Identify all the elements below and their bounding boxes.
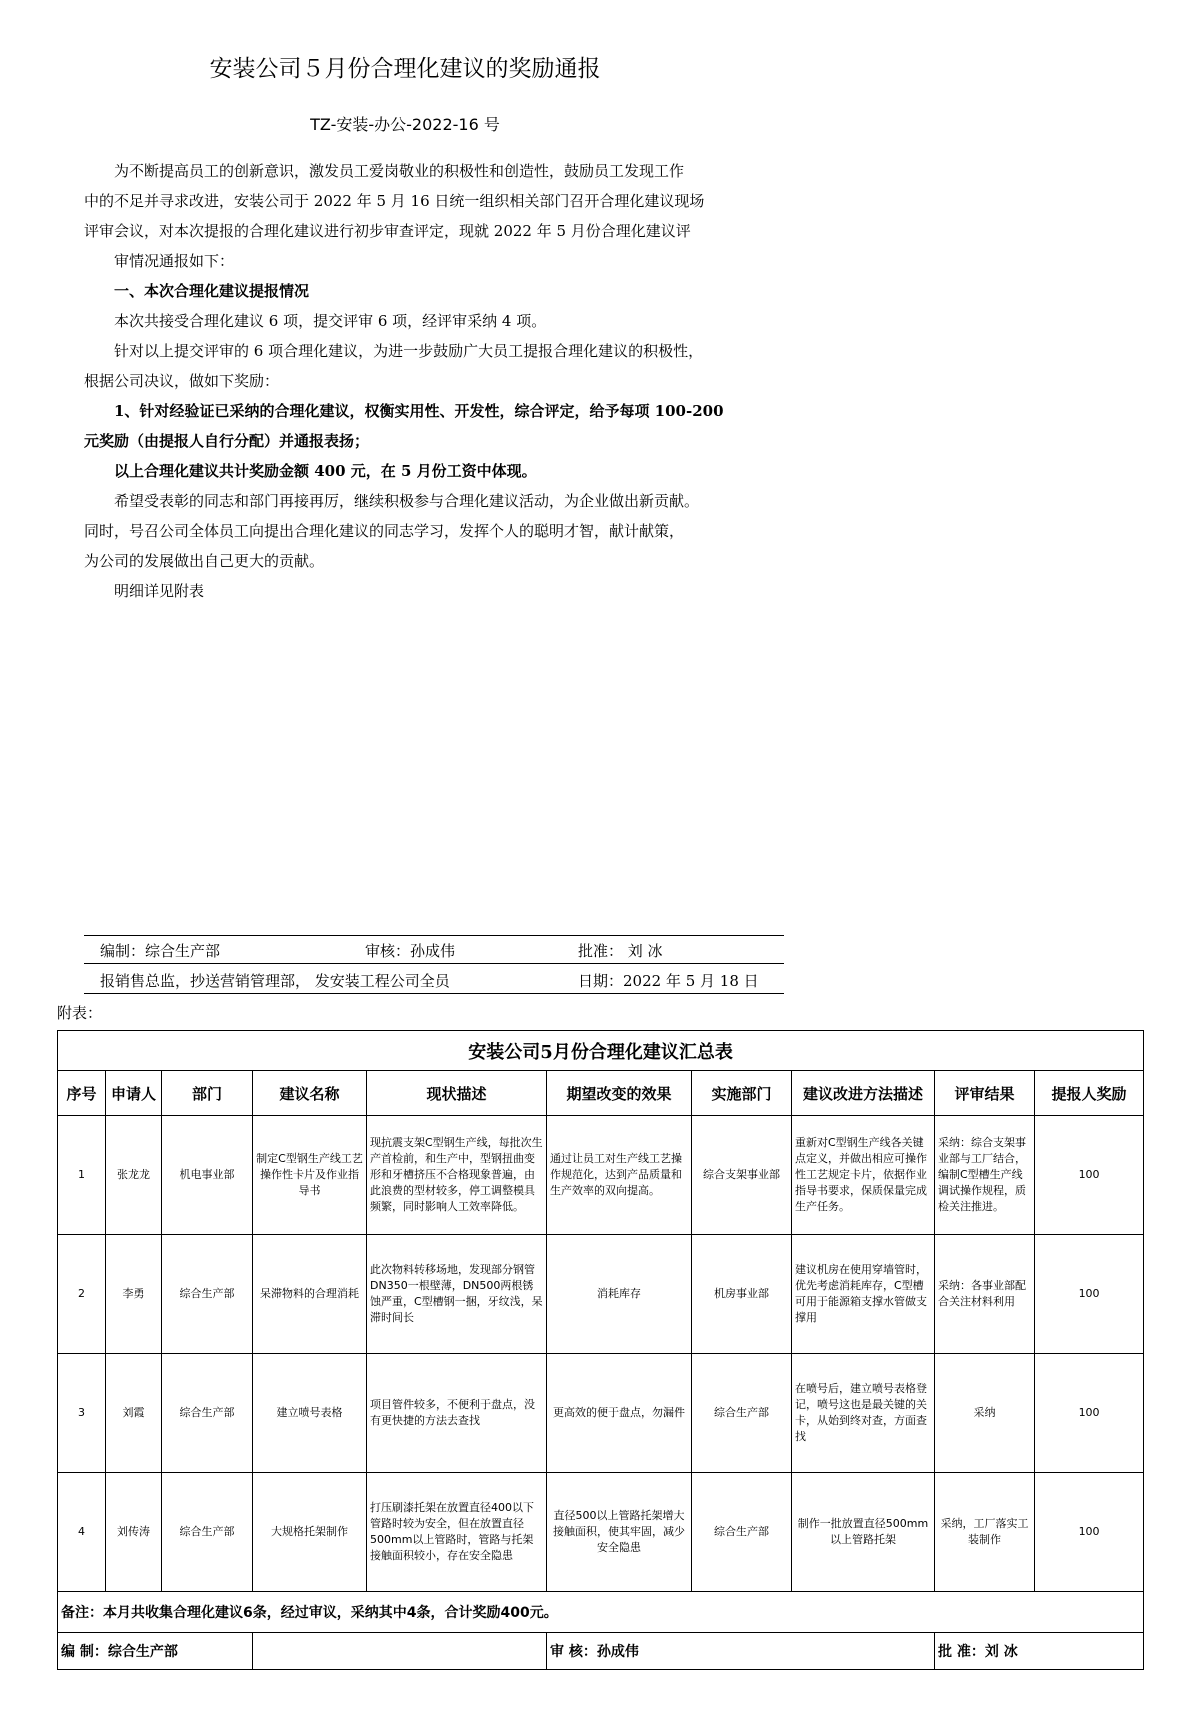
- paragraph-line: 同时，号召公司全体员工向提出合理化建议的同志学习，发挥个人的聪明才智，献计献策，: [84, 522, 685, 540]
- improvement-method: 在喷号后，建立喷号表格登记，喷号这也是最关键的关卡，从始到终对查，方面查找: [792, 1354, 935, 1473]
- row-number: 2: [58, 1235, 106, 1354]
- review-result: 采纳：综合支架事业部与工厂结合，编制C型槽生产线调试操作规程，质检关注推进。: [935, 1116, 1035, 1235]
- status-description: 打压刷漆托架在放置直径400以下管路时较为安全，但在放置直径500mm以上管路时，管路与托架接触面积较小，存在安全隐患: [367, 1473, 547, 1592]
- sign-line-bottom: [84, 993, 784, 994]
- table-caption: 安装公司5月份合理化建议汇总表: [58, 1031, 1144, 1071]
- paragraph-line: 根据公司决议，做如下奖励：: [84, 372, 280, 390]
- implementing-department: 机房事业部: [692, 1235, 792, 1354]
- paragraph-line: 针对以上提交评审的 6 项合理化建议，为进一步鼓励广大员工提报合理化建议的积极性，: [114, 342, 704, 360]
- paragraph-line: 为不断提高员工的创新意识，激发员工爱岗敬业的积极性和创造性，鼓励员工发现工作: [114, 162, 685, 180]
- table-reviewed-by: 审 核：孙成伟: [547, 1633, 935, 1670]
- applicant: 刘霞: [106, 1354, 162, 1473]
- column-header: 建议名称: [253, 1071, 367, 1116]
- issue-date: 日期：2022 年 5 月 18 日: [578, 972, 759, 990]
- row-number: 1: [58, 1116, 106, 1235]
- department: 综合生产部: [162, 1354, 253, 1473]
- table-approved-by: 批 准：刘 冰: [935, 1633, 1144, 1670]
- department: 综合生产部: [162, 1473, 253, 1592]
- compiled-by: 编制：综合生产部: [100, 942, 221, 960]
- review-result: 采纳，工厂落实工装制作: [935, 1473, 1035, 1592]
- paragraph-line: 希望受表彰的同志和部门再接再厉，继续积极参与合理化建议活动，为企业做出新贡献。: [114, 492, 700, 510]
- paragraph-line: 中的不足并寻求改进，安装公司于 2022 年 5 月 16 日统一组织相关部门召开合理化建议现场: [84, 192, 705, 210]
- improvement-method: 建议机房在使用穿墙管时，优先考虑消耗库存，C型槽可用于能源箱支撑水管做支撑用: [792, 1235, 935, 1354]
- sign-line-middle: [84, 963, 784, 964]
- expected-effect: 更高效的便于盘点，勿漏件: [547, 1354, 692, 1473]
- improvement-method: 重新对C型钢生产线各关键点定义，并做出相应可操作性工艺规定卡片，依据作业指导书要求，保质保量完成生产任务。: [792, 1116, 935, 1235]
- implementing-department: 综合生产部: [692, 1354, 792, 1473]
- reward: 100: [1035, 1235, 1144, 1354]
- paragraph-line: 元奖励（由提报人自行分配）并通报表扬；: [84, 432, 370, 450]
- reward: 100: [1035, 1116, 1144, 1235]
- attachment-label: 附表：: [57, 1004, 103, 1022]
- paragraph-line: 1、针对经验证已采纳的合理化建议，权衡实用性、开发性，综合评定，给予每项 100-200: [114, 402, 724, 420]
- status-description: 此次物料转移场地，发现部分钢管DN350一根壁薄，DN500两根锈蚀严重，C型槽钢一捆，牙纹浅，呆滞时间长: [367, 1235, 547, 1354]
- document-title: 安装公司５月份合理化建议的奖励通报: [209, 56, 601, 82]
- table-note: 备注：本月共收集合理化建议6条，经过审议，采纳其中4条，合计奖励400元。: [58, 1592, 1144, 1633]
- status-description: 项目管件较多，不便利于盘点，没有更快捷的方法去查找: [367, 1354, 547, 1473]
- paragraph-line: 明细详见附表: [114, 582, 205, 600]
- suggestion-name: 建立喷号表格: [253, 1354, 367, 1473]
- column-header: 期望改变的效果: [547, 1071, 692, 1116]
- reviewed-by: 审核：孙成伟: [365, 942, 456, 960]
- paragraph-line: 审情况通报如下：: [114, 252, 235, 270]
- sign-line-top: [84, 935, 784, 936]
- reward: 100: [1035, 1473, 1144, 1592]
- table-row: [58, 1116, 1144, 1235]
- summary-table: [57, 1030, 1144, 1670]
- status-description: 现抗震支架C型钢生产线，每批次生产首检前，和生产中，型钢扭曲变形和牙槽挤压不合格现象普遍，由此浪费的型材较多，停工调整模具频繁，同时影响人工效率降低。: [367, 1116, 547, 1235]
- review-result: 采纳: [935, 1354, 1035, 1473]
- section-heading: 一、本次合理化建议提报情况: [114, 282, 310, 300]
- implementing-department: 综合支架事业部: [692, 1116, 792, 1235]
- approved-by: 批准： 刘 冰: [578, 942, 663, 960]
- table-row: [58, 1473, 1144, 1592]
- column-header: 评审结果: [935, 1071, 1035, 1116]
- applicant: 张龙龙: [106, 1116, 162, 1235]
- column-header: 提报人奖励: [1035, 1071, 1144, 1116]
- distribution-list: 报销售总监，抄送营销管理部， 发安装工程公司全员: [100, 972, 450, 990]
- column-header: 序号: [58, 1071, 106, 1116]
- paragraph-line: 评审会议，对本次提报的合理化建议进行初步审查评定，现就 2022 年 5 月份合理化建议评: [84, 222, 691, 240]
- reward: 100: [1035, 1354, 1144, 1473]
- paragraph-line: 为公司的发展做出自己更大的贡献。: [84, 552, 325, 570]
- row-number: 4: [58, 1473, 106, 1592]
- document-number: TZ-安装-办公-2022-16 号: [310, 115, 500, 134]
- column-header: 实施部门: [692, 1071, 792, 1116]
- paragraph-line: 以上合理化建议共计奖励金额 400 元，在 5 月份工资中体现。: [114, 462, 537, 480]
- row-number: 3: [58, 1354, 106, 1473]
- table-row: [58, 1235, 1144, 1354]
- suggestion-name: 呆滞物料的合理消耗: [253, 1235, 367, 1354]
- department: 综合生产部: [162, 1235, 253, 1354]
- applicant: 刘传涛: [106, 1473, 162, 1592]
- column-header: 建议改进方法描述: [792, 1071, 935, 1116]
- department: 机电事业部: [162, 1116, 253, 1235]
- review-result: 采纳：各事业部配合关注材料利用: [935, 1235, 1035, 1354]
- column-header: 现状描述: [367, 1071, 547, 1116]
- paragraph-line: 本次共接受合理化建议 6 项，提交评审 6 项，经评审采纳 4 项。: [114, 312, 547, 330]
- expected-effect: 通过让员工对生产线工艺操作规范化，达到产品质量和生产效率的双向提高。: [547, 1116, 692, 1235]
- table-footer-spacer: [253, 1633, 547, 1670]
- applicant: 李勇: [106, 1235, 162, 1354]
- expected-effect: 直径500以上管路托架增大接触面积，使其牢固，减少安全隐患: [547, 1473, 692, 1592]
- column-header: 申请人: [106, 1071, 162, 1116]
- suggestion-name: 制定C型钢生产线工艺操作性卡片及作业指导书: [253, 1116, 367, 1235]
- table-compiled-by: 编 制：综合生产部: [58, 1633, 253, 1670]
- expected-effect: 消耗库存: [547, 1235, 692, 1354]
- column-header: 部门: [162, 1071, 253, 1116]
- table-row: [58, 1354, 1144, 1473]
- improvement-method: 制作一批放置直径500mm以上管路托架: [792, 1473, 935, 1592]
- suggestion-name: 大规格托架制作: [253, 1473, 367, 1592]
- implementing-department: 综合生产部: [692, 1473, 792, 1592]
